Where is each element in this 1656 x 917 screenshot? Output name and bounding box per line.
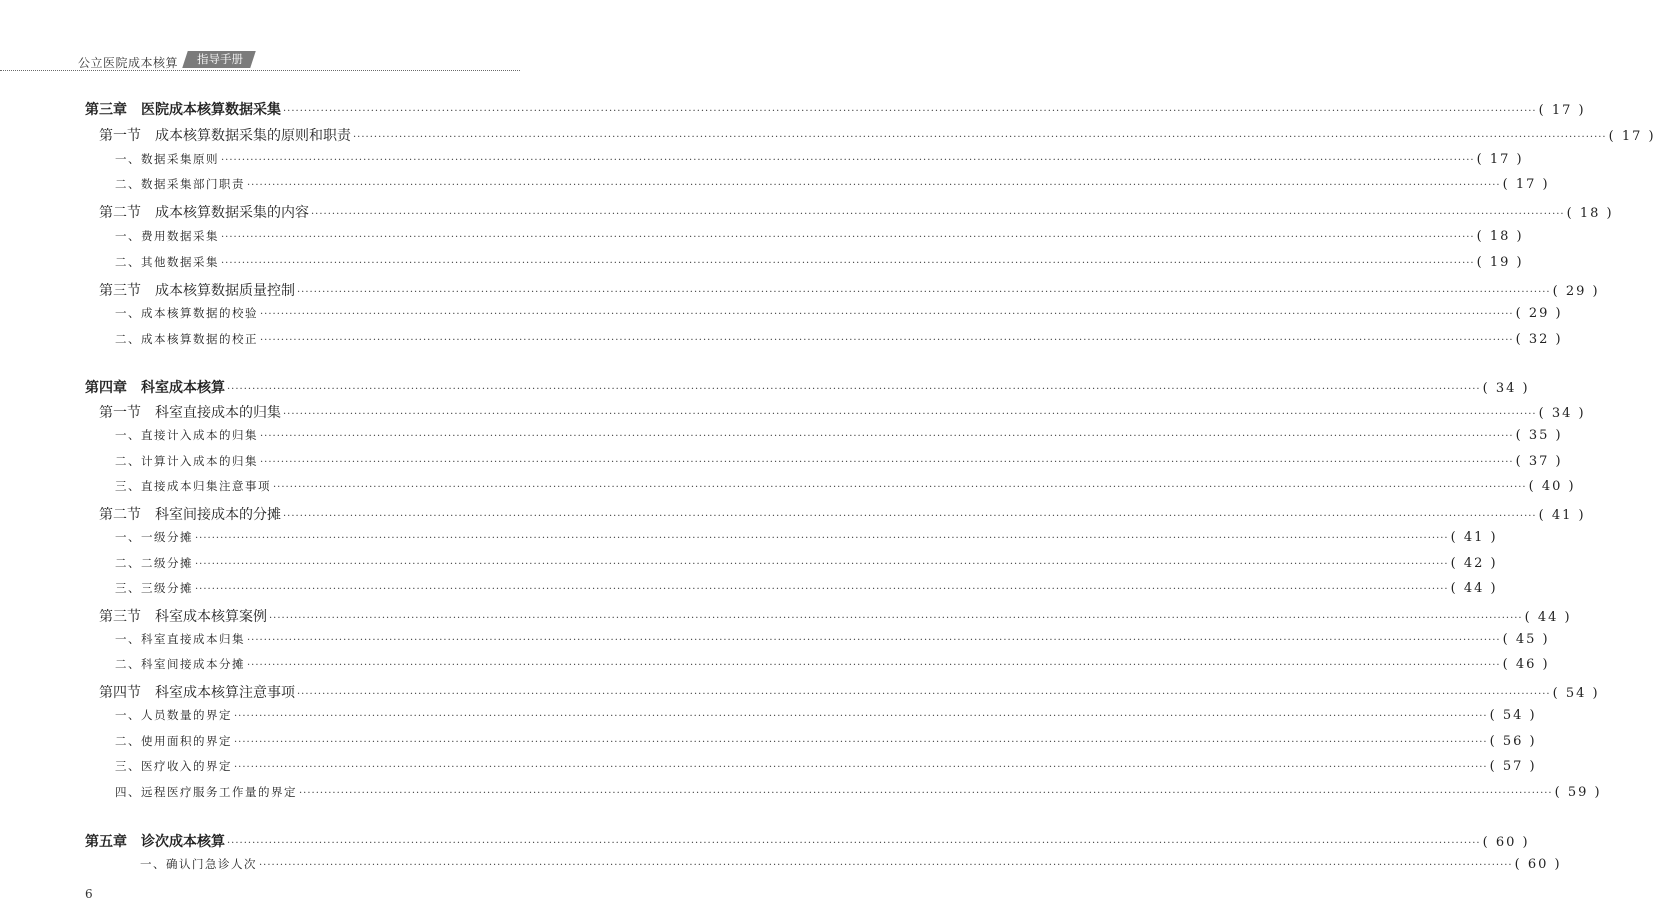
toc-entry-label: 一、费用数据采集	[115, 229, 219, 243]
toc-item[interactable]	[115, 427, 1563, 443]
toc-entry-label: 第三章 医院成本核算数据采集	[85, 102, 281, 118]
toc-entry-label: 二、其他数据采集	[115, 255, 219, 269]
toc-section[interactable]	[99, 125, 1656, 145]
toc-entry-label: 三、直接成本归集注意事项	[115, 479, 271, 493]
toc-page-ref: ( 29 )	[1515, 306, 1563, 321]
toc-page-ref: ( 18 )	[1566, 206, 1614, 221]
toc-entry-label: 一、人员数量的界定	[115, 708, 232, 722]
toc-page-ref: ( 54 )	[1552, 686, 1600, 701]
toc-section[interactable]	[99, 682, 1600, 702]
toc-entry-label: 一、数据采集原则	[115, 152, 219, 166]
toc-leader-dots: ············································································································································································································································································································	[221, 258, 1475, 269]
toc-page-ref: ( 17 )	[1538, 103, 1586, 118]
toc-item[interactable]	[115, 631, 1550, 647]
toc-page-ref: ( 17 )	[1502, 177, 1550, 192]
toc-entry-label: 一、科室直接成本归集	[115, 632, 245, 646]
toc-item[interactable]	[115, 784, 1602, 800]
toc-item[interactable]	[115, 254, 1524, 270]
toc-item[interactable]	[115, 151, 1524, 167]
toc-leader-dots: ············································································································································································································································································································	[273, 482, 1527, 493]
toc-page-ref: ( 35 )	[1515, 428, 1563, 443]
toc-page-ref: ( 54 )	[1489, 708, 1537, 723]
toc-leader-dots: ············································································································································································································································································································	[195, 533, 1449, 544]
toc-entry-label: 第二节 科室间接成本的分摊	[99, 507, 281, 523]
toc-page-ref: ( 42 )	[1450, 556, 1498, 571]
toc-item[interactable]	[115, 453, 1563, 469]
toc-entry-label: 一、一级分摊	[115, 530, 193, 544]
toc-leader-dots: ············································································································································································································································································································	[234, 737, 1488, 748]
toc-leader-dots: ············································································································································································································································································································	[353, 132, 1607, 143]
toc-item[interactable]	[140, 856, 1562, 872]
toc-page-ref: ( 17 )	[1476, 152, 1524, 167]
toc-chapter[interactable]	[85, 831, 1530, 851]
toc-section[interactable]	[99, 504, 1586, 524]
toc-page-ref: ( 44 )	[1450, 581, 1498, 596]
toc-leader-dots: ············································································································································································································································································································	[234, 762, 1488, 773]
toc-chapter[interactable]	[85, 99, 1586, 119]
toc-entry-label: 第一节 科室直接成本的归集	[99, 405, 281, 421]
toc-entry-label: 一、成本核算数据的校验	[115, 306, 258, 320]
toc-item[interactable]	[115, 331, 1563, 347]
toc-leader-dots: ············································································································································································································································································································	[221, 155, 1475, 166]
toc-item[interactable]	[115, 656, 1550, 672]
book-subtitle-text: 指导手册	[197, 52, 243, 66]
toc-entry-label: 二、成本核算数据的校正	[115, 332, 258, 346]
toc-leader-dots: ············································································································································································································································································································	[260, 431, 1514, 442]
toc-leader-dots: ············································································································································································································································································································	[247, 180, 1501, 191]
toc-page-ref: ( 37 )	[1515, 454, 1563, 469]
toc-page-ref: ( 40 )	[1528, 479, 1576, 494]
toc-section[interactable]	[99, 280, 1600, 300]
toc-entry-label: 第三节 科室成本核算案例	[99, 609, 267, 625]
toc-leader-dots: ············································································································································································································································································································	[195, 559, 1449, 570]
book-title: 公立医院成本核算	[78, 56, 179, 70]
toc-entry-label: 三、医疗收入的界定	[115, 759, 232, 773]
toc-entry-label: 四、远程医疗服务工作量的界定	[115, 785, 297, 799]
toc-item[interactable]	[115, 529, 1498, 545]
toc-page-ref: ( 18 )	[1476, 229, 1524, 244]
toc-page-ref: ( 34 )	[1538, 406, 1586, 421]
toc-item[interactable]	[115, 555, 1498, 571]
toc-page-ref: ( 19 )	[1476, 255, 1524, 270]
toc-leader-dots: ············································································································································································································································································································	[260, 335, 1514, 346]
toc-item[interactable]	[115, 305, 1563, 321]
toc-item[interactable]	[115, 478, 1576, 494]
toc-entry-label: 第四章 科室成本核算	[85, 380, 225, 396]
toc-leader-dots: ············································································································································································································································································································	[247, 635, 1501, 646]
toc-entry-label: 第五章 诊次成本核算	[85, 834, 225, 850]
toc-leader-dots: ············································································································································································································································································································	[283, 409, 1537, 420]
toc-leader-dots: ············································································································································································································································································································	[227, 384, 1481, 395]
running-header	[0, 48, 684, 74]
toc-page-ref: ( 44 )	[1524, 610, 1572, 625]
toc-entry-label: 二、计算计入成本的归集	[115, 454, 258, 468]
toc-leader-dots: ············································································································································································································································································································	[259, 860, 1513, 871]
toc-entry-label: 三、三级分摊	[115, 581, 193, 595]
toc-leader-dots: ············································································································································································································································································································	[234, 711, 1488, 722]
toc-chapter[interactable]	[85, 377, 1530, 397]
toc-item[interactable]	[115, 733, 1537, 749]
toc-leader-dots: ············································································································································································································································································································	[221, 232, 1475, 243]
toc-leader-dots: ············································································································································································································································································································	[269, 613, 1523, 624]
toc-page-ref: ( 29 )	[1552, 284, 1600, 299]
toc-leader-dots: ············································································································································································································································································································	[247, 660, 1501, 671]
toc-page-ref: ( 32 )	[1515, 332, 1563, 347]
toc-leader-dots: ············································································································································································································································································································	[195, 584, 1449, 595]
toc-page-ref: ( 17 )	[1608, 129, 1656, 144]
toc-entry-label: 第四节 科室成本核算注意事项	[99, 685, 295, 701]
toc-entry-label: 第二节 成本核算数据采集的内容	[99, 205, 309, 221]
toc-leader-dots: ············································································································································································································································································································	[260, 309, 1514, 320]
toc-page-ref: ( 56 )	[1489, 734, 1537, 749]
toc-entry-label: 二、使用面积的界定	[115, 734, 232, 748]
toc-item[interactable]	[115, 176, 1550, 192]
toc-section[interactable]	[99, 606, 1572, 626]
page-number: 6	[85, 887, 93, 901]
toc-entry-label: 第一节 成本核算数据采集的原则和职责	[99, 128, 351, 144]
toc-page-ref: ( 60 )	[1514, 857, 1562, 872]
toc-item[interactable]	[115, 707, 1537, 723]
toc-page-ref: ( 60 )	[1482, 835, 1530, 850]
toc-item[interactable]	[115, 758, 1537, 774]
toc-leader-dots: ············································································································································································································································································································	[297, 287, 1551, 298]
toc-section[interactable]	[99, 402, 1586, 422]
book-subtitle-tag	[182, 51, 256, 68]
toc-entry-label: 一、确认门急诊人次	[140, 857, 257, 871]
toc-leader-dots: ············································································································································································································································································································	[297, 689, 1551, 700]
toc-page-ref: ( 57 )	[1489, 759, 1537, 774]
toc-leader-dots: ············································································································································································································································································································	[299, 788, 1553, 799]
toc-page-ref: ( 59 )	[1554, 785, 1602, 800]
toc-leader-dots: ············································································································································································································································································································	[311, 209, 1565, 220]
toc-item[interactable]	[115, 580, 1498, 596]
toc-page-ref: ( 41 )	[1538, 508, 1586, 523]
toc-item[interactable]	[115, 228, 1524, 244]
toc-leader-dots: ············································································································································································································································································································	[260, 457, 1514, 468]
toc-entry-label: 第三节 成本核算数据质量控制	[99, 283, 295, 299]
toc-page-ref: ( 41 )	[1450, 530, 1498, 545]
toc-leader-dots: ············································································································································································································································································································	[227, 838, 1481, 849]
toc-entry-label: 二、科室间接成本分摊	[115, 657, 245, 671]
toc-page-ref: ( 34 )	[1482, 381, 1530, 396]
toc-entry-label: 二、二级分摊	[115, 556, 193, 570]
toc-page-ref: ( 46 )	[1502, 657, 1550, 672]
toc-section[interactable]	[99, 202, 1614, 222]
toc-entry-label: 一、直接计入成本的归集	[115, 428, 258, 442]
toc-entry-label: 二、数据采集部门职责	[115, 177, 245, 191]
toc-leader-dots: ············································································································································································································································································································	[283, 106, 1537, 117]
toc-page-ref: ( 45 )	[1502, 632, 1550, 647]
toc-leader-dots: ············································································································································································································································································································	[283, 511, 1537, 522]
